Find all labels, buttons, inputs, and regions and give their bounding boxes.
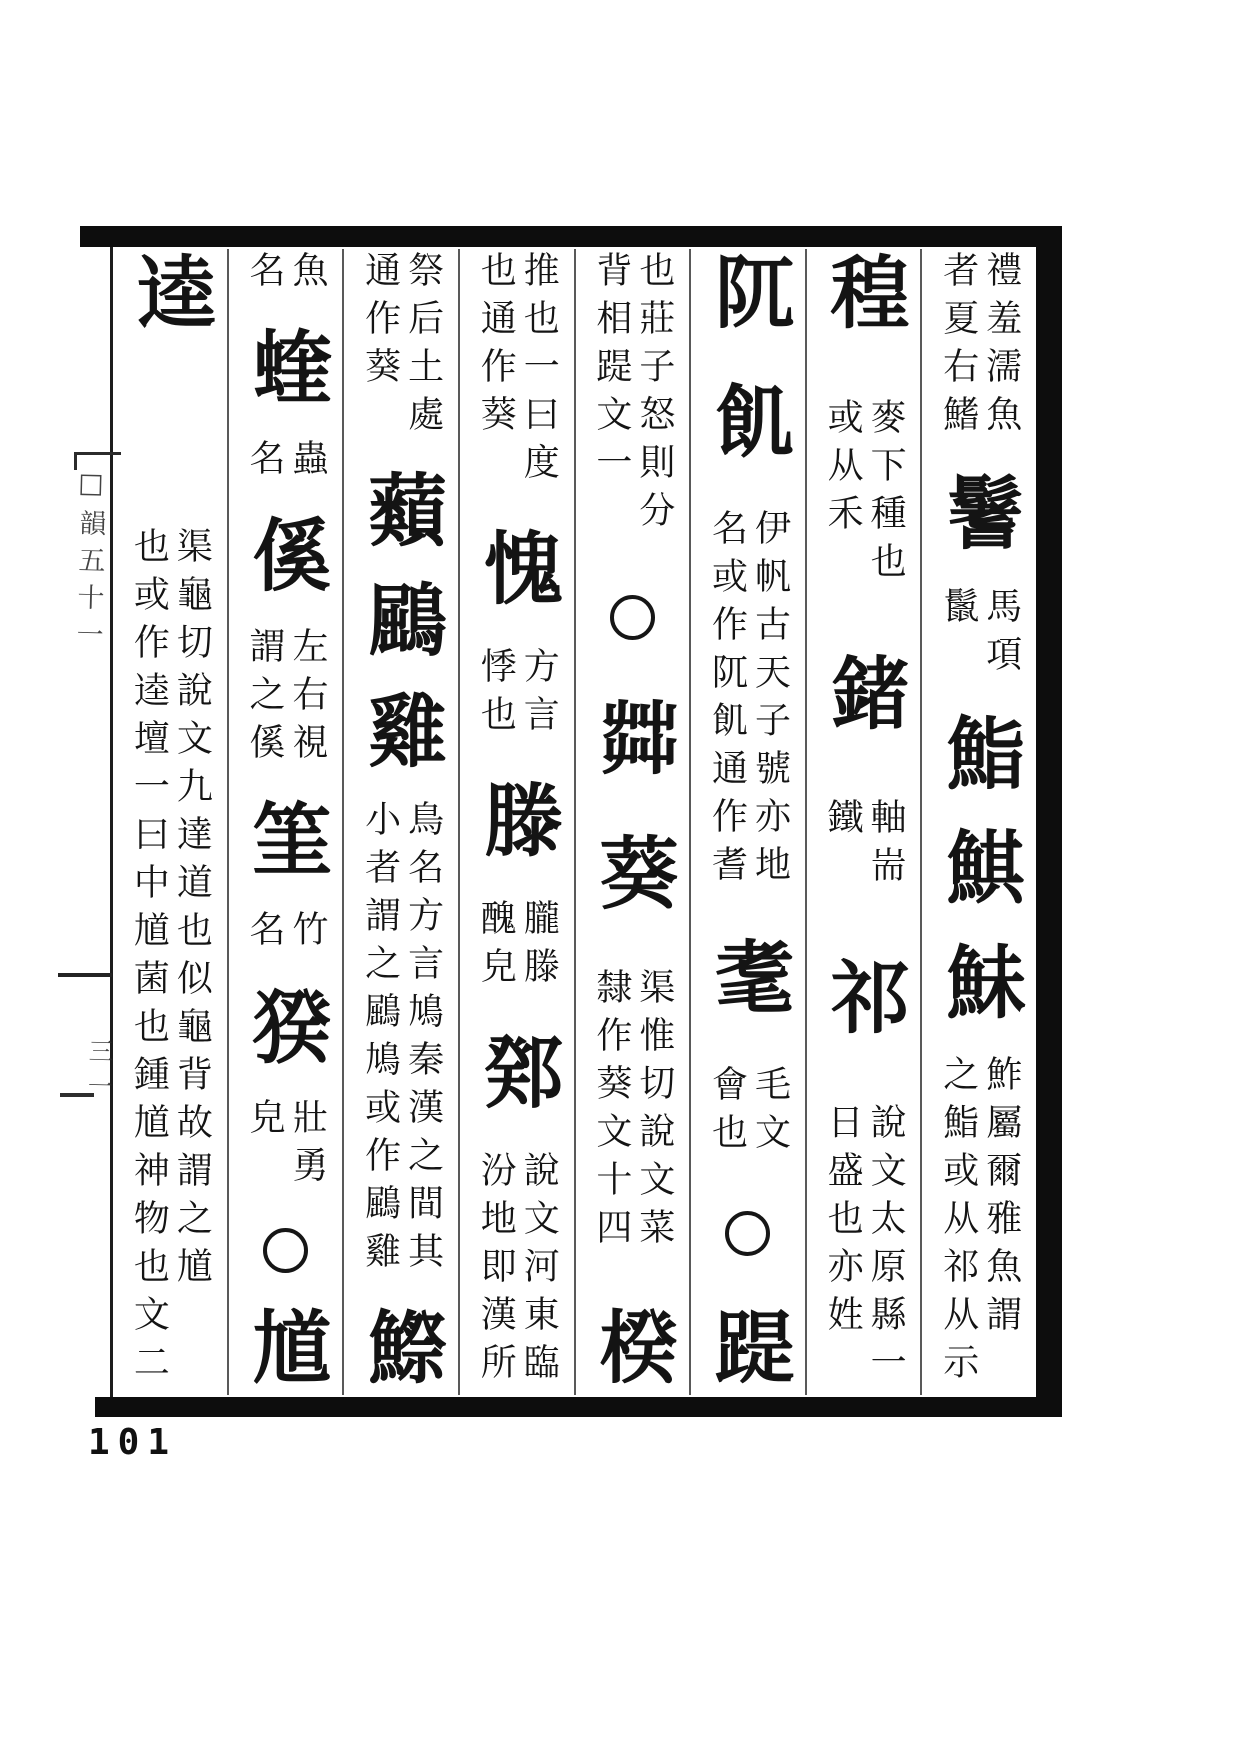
gloss-right-line: 渠惟切說文菜 <box>633 967 675 1256</box>
headword-char: 鬐 <box>932 472 1026 558</box>
gloss-pair <box>807 798 921 894</box>
gloss-right-line: 渠龜切說文九達道也似龜背故謂之馗 <box>171 527 213 1295</box>
headword-char: 楑 <box>585 1305 679 1391</box>
gloss-left-line: 之鮨或从祁从示 <box>937 1054 979 1391</box>
headword-char: 蝰 <box>239 326 333 412</box>
gloss-left-line: 也通作葵 <box>475 251 517 443</box>
headword-char: 鄈 <box>470 1030 564 1116</box>
gloss-right-line: 毛文 <box>749 1065 791 1162</box>
gloss-left-line: 隸作葵文十四 <box>590 967 632 1256</box>
gloss-left-line: 汾地即漢所 <box>475 1151 517 1391</box>
headword-char: 祁 <box>817 956 911 1042</box>
gloss-left-line: 名 <box>243 910 285 959</box>
gloss-right-line: 朧滕 <box>518 899 560 995</box>
gloss-pair <box>229 439 343 487</box>
gloss-left-line: 通作葵 <box>359 251 401 395</box>
gloss-pair <box>113 527 227 1391</box>
gloss-right-line: 鳥名方言鳩秦漢之間其 <box>402 800 444 1281</box>
headword-char: 馗 <box>239 1305 333 1391</box>
margin-handwritten-note-top: □韻五十一 <box>70 467 107 658</box>
column-3 <box>691 249 807 1395</box>
margin-handwritten-note-bottom: 三一 <box>83 1037 115 1109</box>
frame-top-bar <box>80 226 1062 247</box>
frame-right-bar <box>1036 226 1062 1417</box>
gloss-right-line: 竹 <box>286 910 328 959</box>
headword-char: 雞 <box>354 689 448 775</box>
headword-char: 阢 <box>701 251 795 336</box>
gloss-right-line: 馬項 <box>980 586 1022 683</box>
gloss-right-line: 蟲 <box>286 438 328 487</box>
gloss-left-line: 小者謂之鶌鳩或作鶌雞 <box>359 800 401 1281</box>
headword-char: 猤 <box>239 985 333 1071</box>
gloss-right-line: 說文太原縣一 <box>865 1102 907 1391</box>
gloss-right-line: 說文河東臨 <box>518 1151 560 1391</box>
gloss-pair <box>344 800 458 1280</box>
gloss-left-line: 鐵 <box>822 798 864 847</box>
headword-char: 傒 <box>239 514 333 600</box>
headword-char: 筀 <box>239 797 333 883</box>
gloss-pair <box>460 251 574 491</box>
gloss-pair <box>229 251 343 299</box>
gloss-left-line: 也或作逵壇一曰中馗菌也鍾馗神物也文二 <box>128 527 170 1391</box>
gloss-right-line: 鮓屬爾雅魚謂 <box>980 1054 1022 1343</box>
gloss-pair <box>229 910 343 958</box>
rhyme-group-separator-circle <box>263 1228 308 1273</box>
margin-tick-mark <box>58 973 112 977</box>
headword-char: 耄 <box>701 936 795 1022</box>
gloss-pair <box>576 251 690 539</box>
gloss-right-line: 禮羞濡魚 <box>980 251 1022 443</box>
rhyme-group-separator-circle <box>725 1211 770 1256</box>
headword-char: 愧 <box>470 526 564 612</box>
gloss-right-line: 推也一曰度 <box>518 251 560 491</box>
headword-char: 鰶 <box>354 1305 448 1391</box>
headword-char: 逵 <box>123 251 217 336</box>
headword-char: 鮇 <box>932 940 1026 1026</box>
headword-char: 䅣 <box>817 251 911 336</box>
gloss-pair <box>460 1151 574 1391</box>
headword-char: 鮨 <box>932 711 1026 797</box>
gloss-left-line: 名或作阢飢通作耆 <box>706 508 748 893</box>
column-8 <box>113 249 229 1395</box>
page-number: 101 <box>88 1422 178 1463</box>
column-4 <box>576 249 692 1395</box>
headword-char: 茻 <box>585 696 679 782</box>
column-2 <box>807 249 923 1395</box>
gloss-right-line: 方言 <box>518 647 560 743</box>
gloss-left-line: 者夏右鰭 <box>937 251 979 443</box>
headword-char: 葵 <box>585 832 679 918</box>
rhyme-group-separator-circle <box>610 595 655 640</box>
gloss-pair <box>922 251 1036 443</box>
gloss-right-line: 麥下種也 <box>865 397 907 590</box>
headword-char: 鯕 <box>932 826 1026 912</box>
gloss-pair <box>229 627 343 771</box>
gloss-right-line: 軸耑 <box>865 798 907 895</box>
gloss-pair <box>922 1055 1036 1391</box>
frame-bottom-bar <box>95 1397 1062 1417</box>
gloss-right-line: 壯勇 <box>286 1098 328 1195</box>
gloss-left-line: 皃 <box>243 1098 285 1147</box>
gloss-pair <box>344 251 458 443</box>
gloss-left-line: 會也 <box>706 1065 748 1162</box>
column-6 <box>344 249 460 1395</box>
headword-char: 飢 <box>701 379 795 465</box>
column-1 <box>922 249 1036 1395</box>
gloss-pair <box>460 647 574 743</box>
gloss-left-line: 日盛也亦姓 <box>822 1102 864 1343</box>
gloss-right-line: 也莊子怒則分 <box>633 251 675 539</box>
headword-char: 蘱 <box>354 468 448 554</box>
gloss-right-line: 祭后土處 <box>402 251 444 443</box>
gloss-right-line: 伊帆古天子號亦地 <box>749 508 791 893</box>
headword-char: 鍺 <box>817 651 911 737</box>
gloss-pair <box>691 1065 805 1161</box>
gloss-left-line: 悸也 <box>475 647 517 743</box>
column-5 <box>460 249 576 1395</box>
gloss-pair <box>922 587 1036 683</box>
gloss-pair <box>691 509 805 893</box>
headword-char: 踶 <box>701 1305 795 1391</box>
gloss-right-line: 左右視 <box>286 626 328 771</box>
gloss-left-line: 謂之傒 <box>243 626 285 771</box>
headword-char: 鶌 <box>354 579 448 665</box>
gloss-pair <box>460 899 574 995</box>
gloss-left-line: 背相踶文一 <box>590 251 632 491</box>
gloss-pair <box>576 968 690 1256</box>
gloss-pair <box>807 1103 921 1391</box>
gloss-left-line: 或从禾 <box>822 397 864 542</box>
column-7 <box>229 249 345 1395</box>
gloss-left-line: 鬛 <box>937 586 979 635</box>
gloss-left-line: 醜皃 <box>475 899 517 995</box>
gloss-left-line: 名 <box>243 438 285 487</box>
gloss-right-line: 魚 <box>286 251 328 299</box>
gloss-pair <box>229 1098 343 1194</box>
text-columns <box>113 249 1036 1395</box>
gloss-pair <box>807 398 921 590</box>
headword-char: 滕 <box>470 778 564 864</box>
gloss-left-line: 名 <box>243 251 285 299</box>
